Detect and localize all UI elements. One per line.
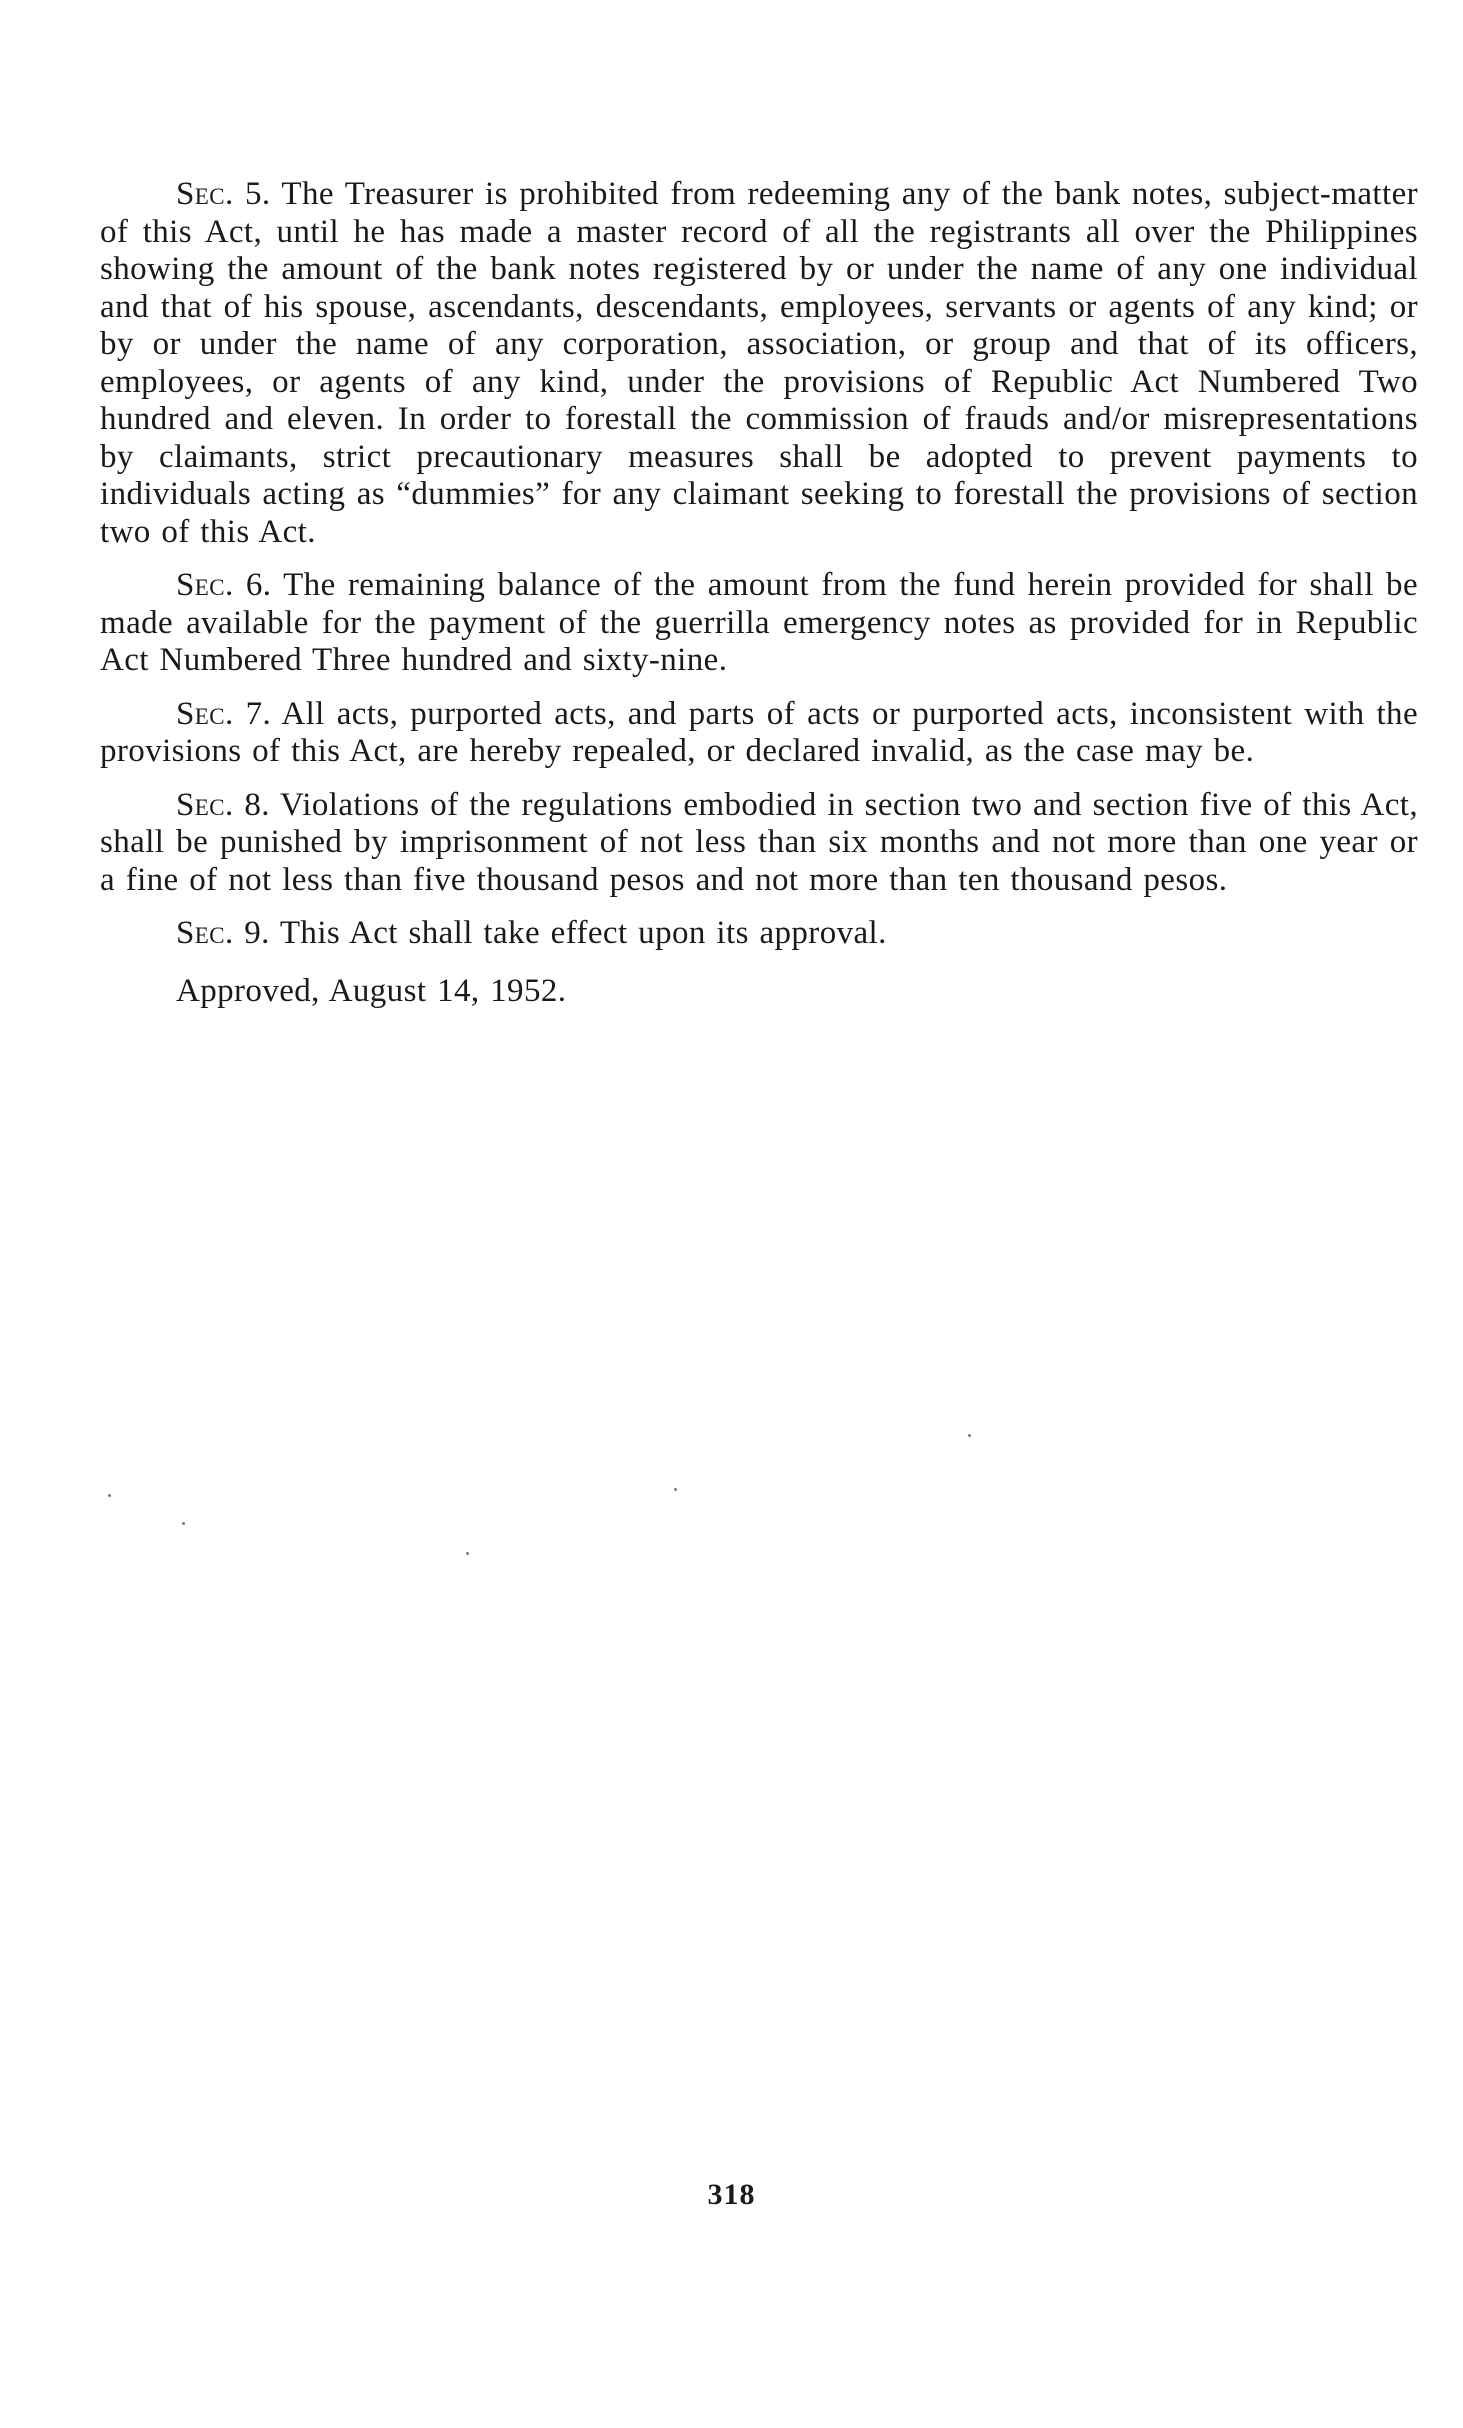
section-text: Violations of the regulations embodied in section two and section five of this Act, shall be punished by imprisonment of not less than six months and not more than one year or a fine of not less than five thousand pesos and not more than ten thousand pesos. xyxy=(100,786,1418,898)
section-label: Sec. 9. xyxy=(176,915,270,951)
section-7 xyxy=(100,696,1418,771)
section-label: Sec. 8. xyxy=(176,786,270,823)
document-body xyxy=(100,176,1418,1030)
scan-speck xyxy=(182,1522,185,1525)
section-text: The Treasurer is prohibited from redeeming any of the bank notes, subject-matter of this Act, until he has made a master record of all the registrants all over the Philippines showing the amount of the bank notes registered by or under the name of any one individual and that of his spouse, ascendants, descendants, employees, servants or agents of any kind; or by or under the name of any corporation, association, or group and that of its officers, employees, or agents of any kind, under the provisions of Republic Act Numbered Two hundred and eleven. In order to forestall the commission of frauds and/or misrepresentations by claimants, strict precautionary measures shall be adopted to prevent payments to individuals acting as “dummies” for any claimant seeking to forestall the provisions of section two of this Act. xyxy=(100,176,1419,550)
scan-speck xyxy=(968,1434,971,1437)
section-label: Sec. 6. xyxy=(176,567,272,603)
section-9 xyxy=(100,915,1418,953)
section-5 xyxy=(100,176,1418,551)
section-label: Sec. 5. xyxy=(176,176,271,212)
section-8 xyxy=(100,787,1418,900)
section-text: The remaining balance of the amount from the fund herein provided for shall be made available for the payment of the guerrilla emergency notes as provided for in Republic Act Numbered Three hundred and sixty-nine. xyxy=(100,567,1418,678)
scan-speck xyxy=(108,1494,111,1497)
section-text: All acts, purported acts, and parts of acts or purported acts, inconsistent with the provisions of this Act, are hereby repealed, or declared invalid, as the case may be. xyxy=(100,695,1419,769)
page-number: 318 xyxy=(707,2178,756,2211)
scan-speck xyxy=(466,1552,469,1555)
section-label: Sec. 7. xyxy=(176,695,272,732)
section-text: This Act shall take effect upon its approval. xyxy=(279,915,887,951)
section-6 xyxy=(100,567,1418,680)
scan-speck xyxy=(674,1488,677,1491)
approval-line: Approved, August 14, 1952. xyxy=(176,972,567,1009)
